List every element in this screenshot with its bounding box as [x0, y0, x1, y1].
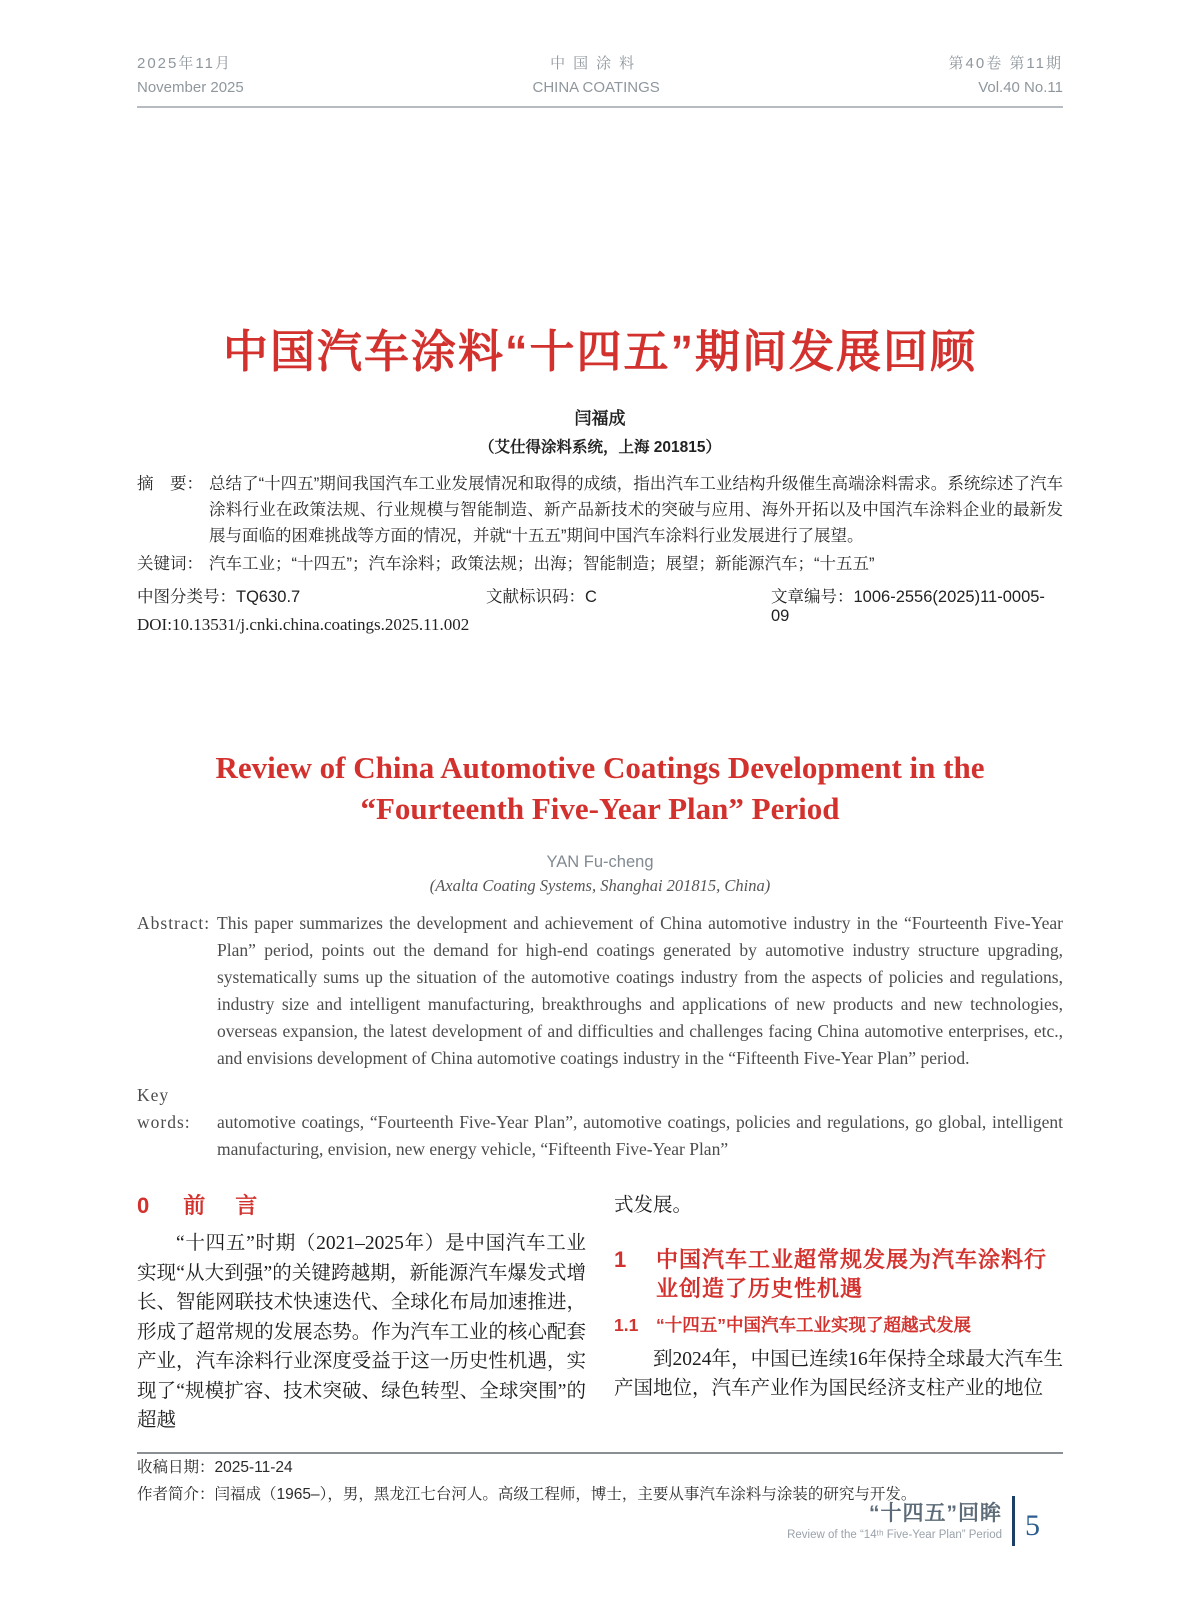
header-journal-en: CHINA COATINGS: [532, 79, 660, 96]
header-date-zh: 2025年11月: [137, 55, 232, 72]
header-volume-issue: [949, 52, 1063, 100]
keywords-text-en: automotive coatings, “Fourteenth Five-Year Plan”, automotive coatings, policies and regulations, go global, intelligent manufacturing, envision, new energy vehicle, “Fifteenth Five-Year Plan”: [217, 1112, 1063, 1159]
received-date-value: 2025-11-24: [214, 1458, 293, 1476]
section-1-1-paragraph: 到2024年，中国已连续16年保持全球最大汽车生产国地位，汽车产业作为国民经济支柱产业的地位: [614, 1348, 1063, 1399]
section-1-1-title: “十四五”中国汽车工业实现了超越式发展: [656, 1314, 971, 1335]
doi: DOI:10.13531/j.cnki.china.coatings.2025.11.002: [137, 615, 470, 634]
article-title-en: [137, 747, 1063, 829]
affiliation-en: (Axalta Coating Systems, Shanghai 201815, China): [429, 876, 771, 895]
section-0-number: 0: [137, 1193, 150, 1218]
section-1-1-heading: [614, 1313, 1063, 1337]
author-bio-label: 作者简介：: [137, 1485, 215, 1503]
abstract-zh: [137, 471, 1063, 549]
footer-column-title: [787, 1502, 1012, 1541]
abstract-en: [137, 910, 1063, 1072]
body-column-left: [137, 1191, 586, 1436]
abstract-label-en: Abstract:: [137, 913, 211, 933]
author-name-zh: 闫福成: [574, 409, 626, 428]
article-title-zh: 中国汽车涂料“十四五”期间发展回顾: [222, 326, 977, 377]
article-title-en-line1: Review of China Automotive Coatings Development in the: [215, 750, 985, 785]
page-header: [137, 52, 1063, 108]
keywords-text-zh: 汽车工业；“十四五”；汽车涂料；政策法规；出海；智能制造；展望；新能源汽车；“十五五”: [209, 555, 875, 573]
abstract-text-en: This paper summarizes the development and achievement of China automotive industry in the “Fourteenth Five-Year Plan” period, points out the demand for high-end coatings generated by automotive industry structure upgrading, systematically sums up the situation of the automotive coatings industry from the aspects of policies and regulations, industry size and intelligent manufacturing, breakthroughs and applications of new products and new technologies, overseas expansion, the latest development of and difficulties and challenges facing China automotive enterprises, etc., and envisions development of China automotive coatings industry in the “Fifteenth Five-Year Plan” period.: [217, 913, 1063, 1068]
header-date-en: November 2025: [137, 79, 244, 96]
section-1-heading: [614, 1245, 1063, 1303]
section-1-title: 中国汽车工业超常规发展为汽车涂料行业创造了历史性机遇: [656, 1246, 1048, 1301]
body-column-right: [614, 1191, 1063, 1436]
page-number: 5: [1025, 1509, 1040, 1542]
author-name-en: YAN Fu-cheng: [546, 853, 654, 871]
header-journal-zh: 中国涂料: [550, 55, 643, 72]
section-0-heading: [137, 1191, 586, 1221]
section-0-title: 前 言: [183, 1193, 262, 1218]
clc-number: 中图分类号：TQ630.7: [137, 588, 301, 606]
keywords-zh: [137, 551, 1063, 577]
affiliation-zh: （艾仕得涂料系统，上海 201815）: [478, 439, 722, 456]
header-issue-date: [137, 52, 244, 100]
author-bio-value: 闫福成（1965–），男，黑龙江七台河人。高级工程师，博士，主要从事汽车涂料与涂装的研究与开发。: [214, 1485, 917, 1503]
article-number: 文章编号：1006-2556(2025)11-0005-09: [771, 588, 1045, 625]
article-title-en-line2: “Fourteenth Five-Year Plan” Period: [360, 791, 840, 826]
abstract-label-zh: 摘 要：: [137, 475, 203, 493]
header-volume-en: Vol.40 No.11: [978, 79, 1063, 96]
footer-column-title-en: Review of the “14ᵗʰ Five-Year Plan” Period: [787, 1528, 1002, 1541]
received-date: [137, 1454, 1063, 1481]
section-1-number: 1: [614, 1246, 627, 1272]
document-code: 文献标识码：C: [486, 588, 597, 606]
footer-column-title-zh: “十四五”回眸: [869, 1501, 1002, 1525]
section-1-1-number: 1.1: [614, 1314, 639, 1335]
header-volume-zh: 第40卷 第11期: [948, 55, 1063, 72]
received-date-label: 收稿日期：: [137, 1458, 215, 1476]
abstract-text-zh: 总结了“十四五”期间我国汽车工业发展情况和取得的成绩，指出汽车工业结构升级催生高端涂料需求。系统综述了汽车涂料行业在政策法规、行业规模与智能制造、新产品新技术的突破与应用、海外开拓以及中国汽车涂料企业的最新发展与面临的困难挑战等方面的情况，并就“十五五”期间中国汽车涂料行业发展进行了展望。: [209, 475, 1063, 545]
keywords-label-zh: 关键词：: [137, 555, 203, 573]
intro-paragraph: “十四五”时期（2021–2025年）是中国汽车工业实现“从大到强”的关键跨越期，新能源汽车爆发式增长、智能网联技术快速迭代、全球化布局加速推进，形成了超常规的发展态势。作为汽车工业的核心配套产业，汽车涂料行业深度受益于这一历史性机遇，实现了“规模扩容、技术突破、绿色转型、全球突围”的超越: [137, 1233, 586, 1431]
keywords-en: [137, 1082, 1063, 1163]
keywords-label-en: Key words:: [137, 1085, 191, 1132]
body-columns: [137, 1191, 1063, 1436]
page-footer: [787, 1496, 1040, 1546]
intro-paragraph-continued: 式发展。: [614, 1195, 693, 1216]
header-journal-name: [533, 52, 660, 100]
